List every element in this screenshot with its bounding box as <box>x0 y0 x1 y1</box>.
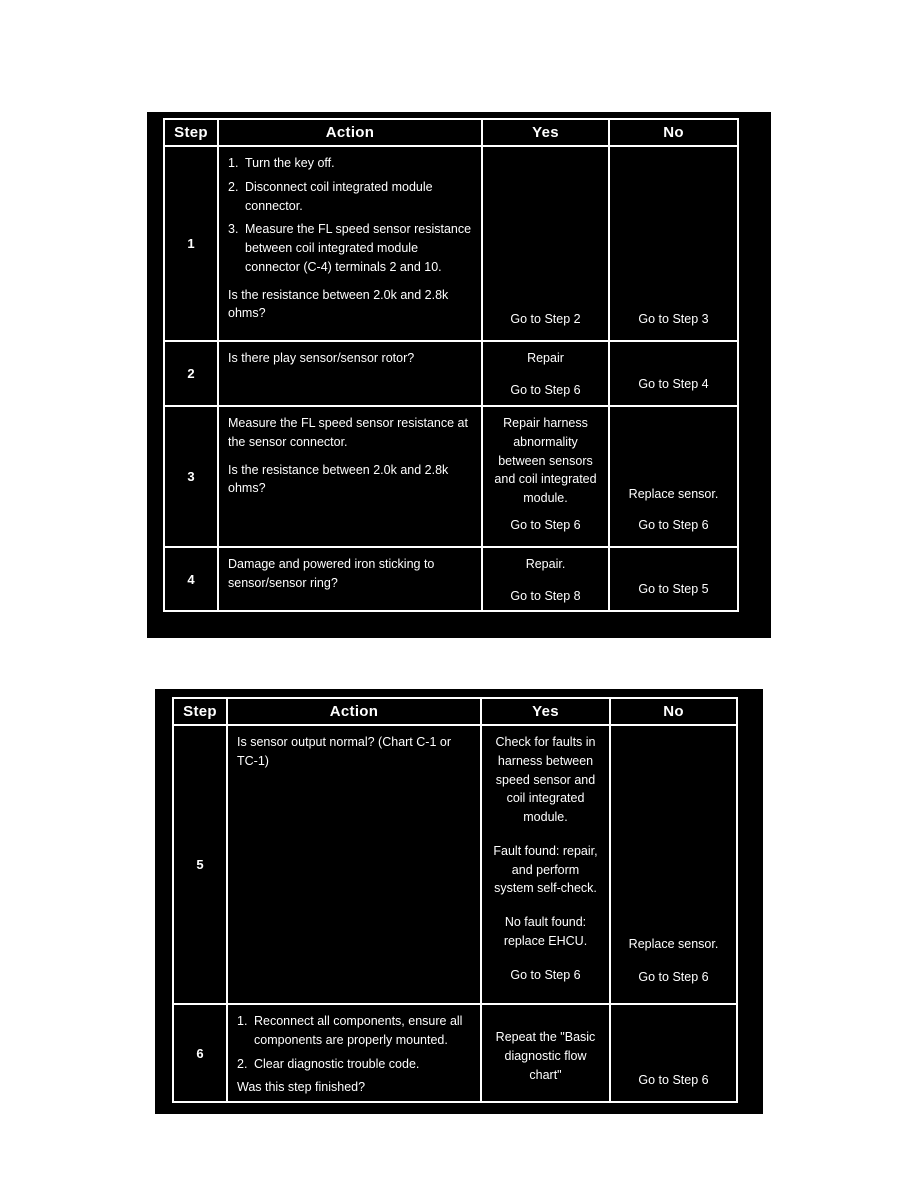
action-question: Is there play sensor/sensor rotor? <box>228 351 415 365</box>
result-text: No fault found: replace EHCU. <box>503 915 588 948</box>
goto-text: Go to Step 5 <box>638 582 709 597</box>
action-text: Measure the FL speed sensor resistance at the sensor connector. <box>228 416 468 449</box>
diagnostic-table-steps-1-4 <box>163 118 739 612</box>
action-cell-step6 <box>228 1005 480 1101</box>
result-text: Replace sensor. <box>628 486 719 501</box>
yes-cell-step3 <box>483 407 608 546</box>
goto-text: Go to Step 6 <box>638 970 709 985</box>
list-text: Disconnect coil integrated module connector. <box>245 179 433 213</box>
diagnostic-table-panel-1 <box>147 112 771 638</box>
result-text: Fault found: repair, and perform system self-check. <box>493 843 598 896</box>
list-text: Clear diagnostic trouble code. <box>254 1056 420 1071</box>
diagnostic-table-steps-5-6 <box>172 697 738 1103</box>
step-number: 2 <box>165 342 217 405</box>
result-text: Check for faults in harness between speed sensor and coil integrated module. <box>495 735 596 824</box>
list-marker: 1. <box>237 1014 248 1028</box>
column-header-action: Action <box>219 120 481 145</box>
goto-text: Go to Step 6 <box>510 967 581 982</box>
action-cell-step4 <box>219 548 481 610</box>
result-text: Repeat the "Basic diagnostic flow chart" <box>495 1030 596 1082</box>
diagnostic-table-panel-2 <box>155 689 763 1114</box>
goto-text: Go to Step 8 <box>510 588 581 603</box>
column-header-step: Step <box>165 120 217 145</box>
column-header-action: Action <box>228 699 480 724</box>
result-text: Replace sensor. <box>628 936 719 951</box>
yes-cell-step6 <box>482 1005 609 1101</box>
action-list-item <box>237 1055 472 1074</box>
goto-text: Go to Step 6 <box>638 1073 709 1088</box>
action-cell-step1 <box>219 147 481 340</box>
action-list-item <box>228 220 473 276</box>
no-cell-step2 <box>610 342 737 405</box>
action-list-item <box>228 178 473 216</box>
action-question: Damage and powered iron sticking to sensor/sensor ring? <box>228 557 435 590</box>
action-list-item <box>228 154 473 173</box>
action-cell-step5 <box>228 726 480 1003</box>
column-header-step: Step <box>174 699 226 724</box>
goto-text: Go to Step 4 <box>638 377 709 392</box>
goto-text: Go to Step 2 <box>510 312 581 327</box>
action-cell-step3 <box>219 407 481 546</box>
step-number: 5 <box>174 726 226 1003</box>
list-marker: 2. <box>237 1056 248 1071</box>
list-text: Reconnect all components, ensure all components are properly mounted. <box>254 1014 463 1047</box>
step-number: 1 <box>165 147 217 340</box>
column-header-no: No <box>611 699 736 724</box>
yes-cell-step5 <box>482 726 609 1003</box>
action-question: Was this step finished? <box>237 1080 366 1095</box>
no-cell-step1 <box>610 147 737 340</box>
action-question: Is the resistance between 2.0k and 2.8k ohms? <box>228 462 449 496</box>
list-marker: 2. <box>228 179 239 194</box>
action-question: Is sensor output normal? (Chart C-1 or TC-1) <box>237 735 451 768</box>
result-text: Repair harness abnormality between sensors and coil integrated module. <box>494 416 597 505</box>
list-marker: 3. <box>228 222 239 237</box>
column-header-no: No <box>610 120 737 145</box>
step-number: 4 <box>165 548 217 610</box>
no-cell-step3 <box>610 407 737 546</box>
result-text: Repair. <box>525 557 566 571</box>
no-cell-step6 <box>611 1005 736 1101</box>
list-text: Turn the key off. <box>245 156 335 170</box>
goto-text: Go to Step 6 <box>510 382 581 397</box>
column-header-yes: Yes <box>482 699 609 724</box>
column-header-yes: Yes <box>483 120 608 145</box>
yes-cell-step2 <box>483 342 608 405</box>
list-marker: 1. <box>228 156 239 170</box>
action-question: Is the resistance between 2.0k and 2.8k ohms? <box>228 287 449 321</box>
step-number: 6 <box>174 1005 226 1101</box>
goto-text: Go to Step 3 <box>638 312 709 327</box>
step-number: 3 <box>165 407 217 546</box>
yes-cell-step4 <box>483 548 608 610</box>
result-text: Repair <box>527 351 564 365</box>
no-cell-step4 <box>610 548 737 610</box>
goto-text: Go to Step 6 <box>638 518 709 533</box>
goto-text: Go to Step 6 <box>510 518 581 533</box>
yes-cell-step1 <box>483 147 608 340</box>
no-cell-step5 <box>611 726 736 1003</box>
action-list-item <box>237 1012 472 1050</box>
action-cell-step2 <box>219 342 481 405</box>
list-text: Measure the FL speed sensor resistance between coil integrated module connector (C-4) terminals 2 and 10. <box>245 222 472 274</box>
